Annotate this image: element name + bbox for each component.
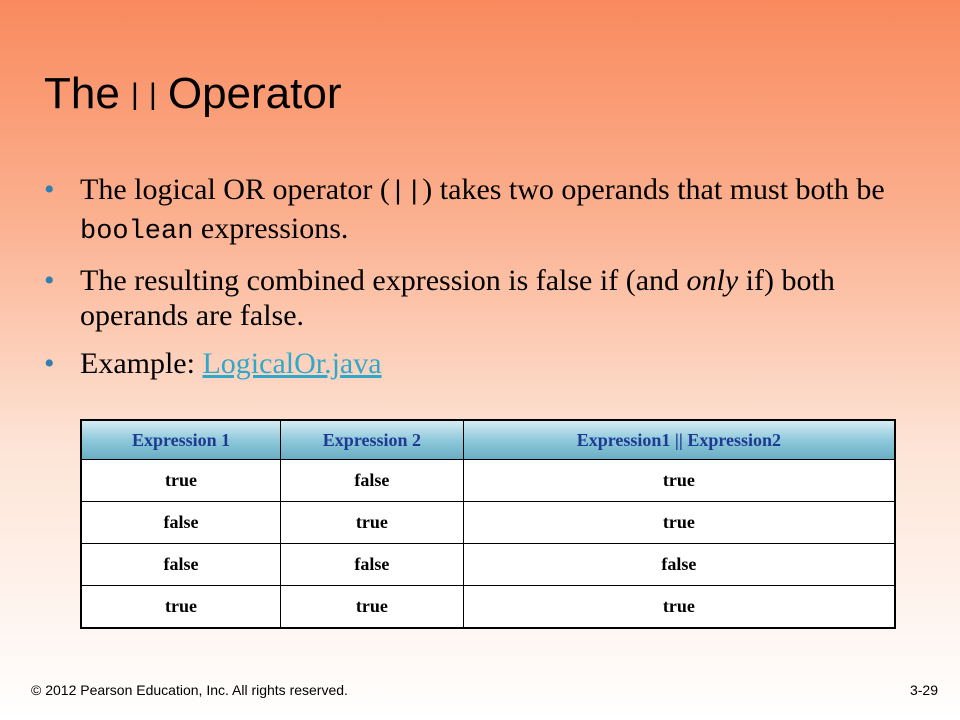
truth-table xyxy=(80,419,896,629)
emphasis-only: only xyxy=(686,264,739,297)
table-row xyxy=(81,502,895,544)
bullet-list xyxy=(42,172,902,394)
table-cell: true xyxy=(81,460,281,502)
table-cell: true xyxy=(81,586,281,629)
bullet-item xyxy=(42,172,902,250)
table-cell: true xyxy=(281,502,464,544)
table-cell: true xyxy=(463,502,895,544)
title-prefix: The xyxy=(44,69,120,118)
bullet-item xyxy=(42,263,902,333)
table-cell: true xyxy=(281,586,464,629)
table-cell: false xyxy=(463,544,895,586)
header-expression-1: Expression 1 xyxy=(81,420,281,460)
header-result: Expression1 || Expression2 xyxy=(463,420,895,460)
table-cell: true xyxy=(463,460,895,502)
bullet-text: expressions. xyxy=(193,212,349,245)
bullet-dot-icon: • xyxy=(44,347,55,380)
table-cell: false xyxy=(81,502,281,544)
bullet-dot-icon: • xyxy=(44,173,55,206)
table-header-row xyxy=(81,420,895,460)
table-row xyxy=(81,586,895,629)
bullet-text: The resulting combined expression is false if (and xyxy=(80,264,687,297)
bullet-text: ) takes two operands that must both be xyxy=(422,173,885,206)
bullet-text: if) both operands are false. xyxy=(80,264,835,332)
table-row xyxy=(81,460,895,502)
table-cell: false xyxy=(281,544,464,586)
table-cell: false xyxy=(81,544,281,586)
slide-title xyxy=(44,69,342,118)
bullet-dot-icon: • xyxy=(44,264,55,297)
bullet-item xyxy=(42,346,902,381)
slide-number: 3-29 xyxy=(909,682,938,698)
table-row xyxy=(81,544,895,586)
title-suffix: Operator xyxy=(167,69,342,118)
header-expression-2: Expression 2 xyxy=(281,420,464,460)
title-operator: || xyxy=(125,80,162,114)
bullet-text: The logical OR operator ( xyxy=(80,173,390,206)
bullet-text: Example: xyxy=(80,347,203,380)
copyright-footer: © 2012 Pearson Education, Inc. All rights reserved. xyxy=(31,682,348,698)
code-or-operator: || xyxy=(389,178,423,208)
table-cell: false xyxy=(281,460,464,502)
table-cell: true xyxy=(463,586,895,629)
example-file-link[interactable]: LogicalOr.java xyxy=(202,347,382,380)
code-boolean: boolean xyxy=(80,217,194,247)
